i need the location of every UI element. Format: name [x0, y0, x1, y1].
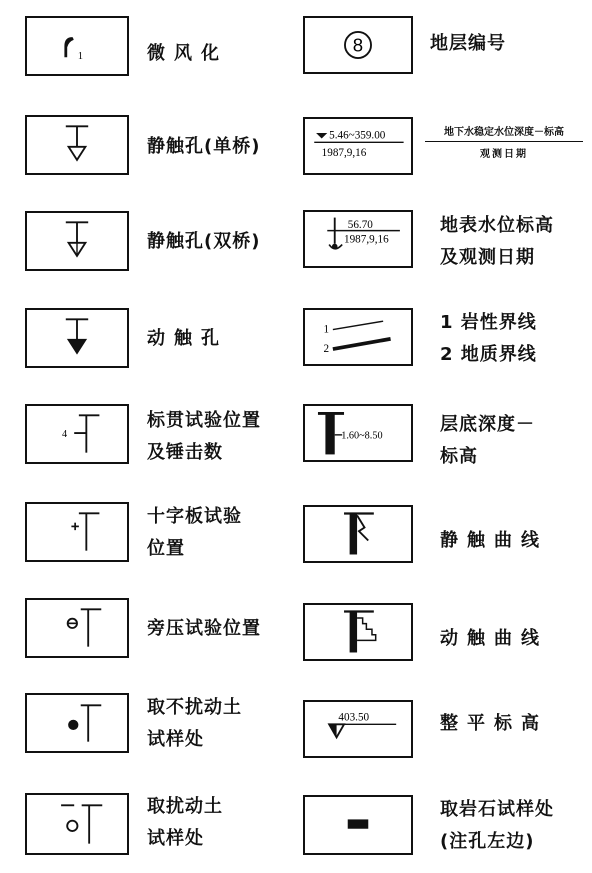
leveling-value: 403.50: [338, 711, 370, 724]
symbol-rock-sample: [303, 795, 413, 855]
symbol-static-cone-curve: [303, 505, 413, 563]
layer-bottom-value: 1.60~8.50: [341, 430, 383, 442]
symbol-static-cone-double: [25, 211, 129, 271]
label-spt-position: 标贯试验位置 及锤击数: [147, 410, 261, 463]
label-disturbed-sample: 取扰动土 试样处: [147, 796, 223, 849]
symbol-undisturbed-sample: [25, 693, 129, 753]
label-static-cone-curve: 静触曲线: [440, 530, 548, 551]
symbol-static-cone-single: [25, 115, 129, 175]
symbol-surface-water-level: [303, 210, 413, 268]
label-pressuremeter: 旁压试验位置: [147, 618, 261, 639]
label-rock-sample: 取岩石试样处 (注孔左边): [440, 799, 554, 852]
symbol-leveling-elevation: [303, 700, 413, 758]
label-dynamic-cone: 动触孔: [147, 328, 228, 349]
stratum-number: 8: [352, 34, 364, 56]
surface-water-elevation: 56.70: [347, 218, 373, 231]
spt-count: 4: [62, 428, 68, 440]
symbol-vane-test: [25, 502, 129, 562]
label-dynamic-cone-curve: 动触曲线: [440, 628, 548, 649]
symbol-slightly-weathered: [25, 16, 129, 76]
symbol-stratum-number: [303, 16, 413, 74]
label-undisturbed-sample: 取不扰动土 试样处: [147, 697, 242, 750]
label-leveling-elevation: 整平标高: [440, 713, 548, 734]
symbol-layer-bottom-depth: [303, 404, 413, 462]
groundwater-depth: 5.46~359.00: [329, 129, 386, 142]
label-surface-water-level: 地表水位标高 及观测日期: [440, 215, 554, 268]
line-1-number: 1: [323, 323, 330, 336]
symbol-groundwater-level: [303, 117, 413, 175]
symbol-spt-position: [25, 404, 129, 464]
line-2-number: 2: [323, 342, 330, 355]
label-slightly-weathered: 微风化: [147, 43, 228, 64]
symbol-disturbed-sample: [25, 793, 129, 855]
symbol-boundary-lines: [303, 308, 413, 366]
label-vane-test: 十字板试验 位置: [147, 506, 242, 559]
label-layer-bottom-depth: 层底深度－ 标高: [440, 414, 535, 467]
label-stratum-number: 地层编号: [430, 33, 506, 54]
symbol-pressuremeter: [25, 598, 129, 658]
label-static-cone-double: 静触孔(双桥): [147, 231, 261, 252]
groundwater-date: 1987,9,16: [321, 147, 367, 160]
symbol-dynamic-cone: [25, 308, 129, 368]
label-boundary-lines: 1 岩性界线 2 地质界线: [440, 312, 537, 365]
symbol-dynamic-cone-curve: [303, 603, 413, 661]
svg-text:1: 1: [77, 51, 84, 63]
label-static-cone-single: 静触孔(单桥): [147, 136, 261, 157]
header-groundwater: 地下水稳定水位深度－标高 观测日期: [425, 123, 583, 160]
surface-water-date: 1987,9,16: [344, 233, 389, 246]
